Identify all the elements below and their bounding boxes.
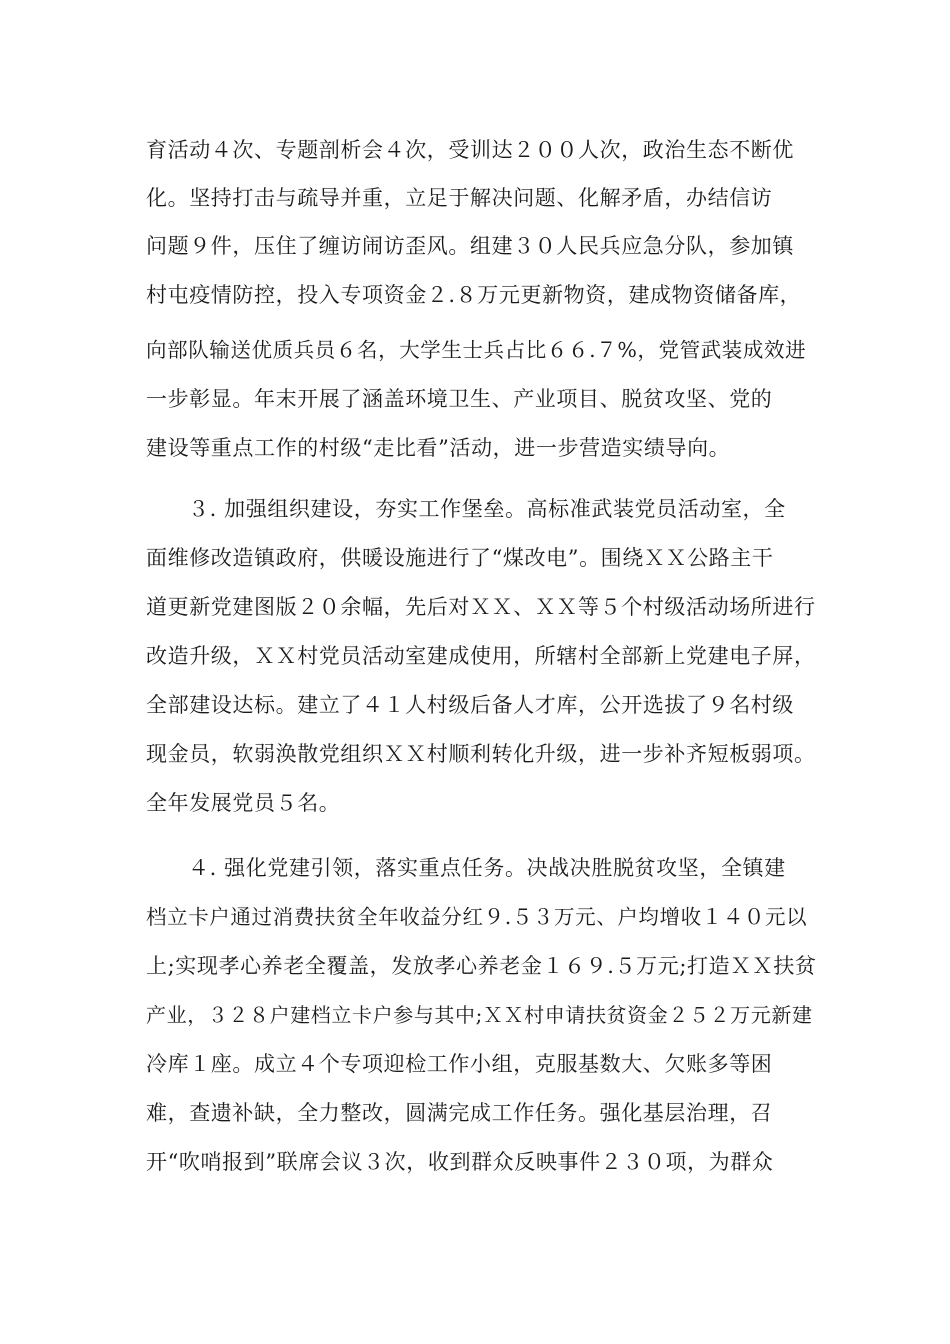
paragraph-3-line-2: 档立卡户通过消费扶贫全年收益分红９.５３万元、户均增收１４０元以 (146, 905, 808, 929)
paragraph-2-line-3: 道更新党建图版２０余幅，先后对ＸＸ、ＸＸ等５个村级活动场所进行 (146, 595, 816, 619)
paragraph-2-line-1: ３. 加强组织建设，夯实工作堡垒。高标准武装党员活动室，全 (188, 497, 786, 521)
paragraph-3-line-5: 冷库１座。成立４个专项迎检工作小组，克服基数大、欠账多等困 (146, 1052, 773, 1076)
paragraph-1-line-7: 建设等重点工作的村级“走比看”活动，进一步营造实绩导向。 (146, 436, 731, 460)
paragraph-3-line-7: 开“吹哨报到”联席会议３次，收到群众反映事件２３０项，为群众 (146, 1150, 774, 1174)
paragraph-2-line-6: 现金员，软弱涣散党组织ＸＸ村顺利转化升级，进一步补齐短板弱项。 (146, 742, 816, 766)
paragraph-1-line-4: 村屯疫情防控，投入专项资金２.８万元更新物资，建成物资储备库， (146, 283, 802, 307)
paragraph-3-line-3: 上;实现孝心养老全覆盖，发放孝心养老金１６９.５万元;打造ＸＸ扶贫 (146, 954, 817, 978)
paragraph-3-line-4: 产业，３２８户建档立卡户参与其中;ＸＸ村申请扶贫资金２５２万元新建 (146, 1003, 813, 1027)
paragraph-1-line-5: 向部队输送优质兵员６名，大学生士兵占比６６.７%，党管武装成效进 (146, 338, 807, 362)
paragraph-1-line-1: 育活动４次、专题剖析会４次，受训达２００人次，政治生态不断优 (146, 138, 794, 162)
paragraph-3-line-6: 难，查遗补缺，全力整改，圆满完成工作任务。强化基层治理，召 (146, 1101, 773, 1125)
paragraph-1-line-6: 一步彰显。年末开展了涵盖环境卫生、产业项目、脱贫攻坚、党的 (146, 387, 773, 411)
paragraph-2-line-7: 全年发展党员５名。 (146, 791, 341, 815)
paragraph-1-line-3: 问题９件，压住了缠访闹访歪风。组建３０人民兵应急分队，参加镇 (146, 234, 794, 258)
paragraph-2-line-4: 改造升级，ＸＸ村党员活动室建成使用，所辖村全部新上党建电子屏， (146, 644, 816, 668)
paragraph-2-line-2: 面维修改造镇政府，供暖设施进行了“煤改电”。围绕ＸＸ公路主干 (146, 546, 774, 570)
paragraph-1-line-2: 化。坚持打击与疏导并重，立足于解决问题、化解矛盾，办结信访 (146, 186, 773, 210)
paragraph-2-line-5: 全部建设达标。建立了４１人村级后备人才库，公开选拔了９名村级 (146, 693, 794, 717)
paragraph-3-line-1: ４. 强化党建引领，落实重点任务。决战决胜脱贫攻坚，全镇建 (188, 856, 786, 880)
